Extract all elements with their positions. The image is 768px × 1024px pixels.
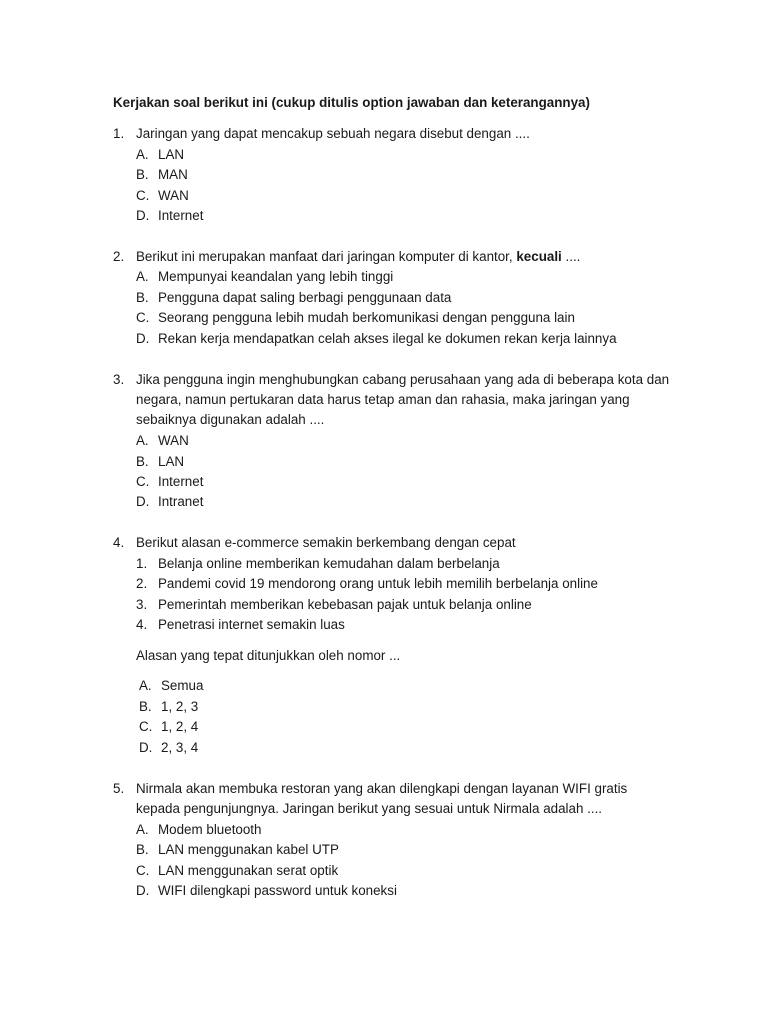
question-4-statement-2: Pandemi covid 19 mendorong orang untuk lebih memilih berbelanja online bbox=[158, 576, 598, 591]
question-4-text: Berikut alasan e-commerce semakin berkembang dengan cepat bbox=[136, 535, 516, 550]
question-2-text-after: .... bbox=[561, 249, 581, 264]
question-5-number: 5. bbox=[113, 781, 125, 796]
question-1-number: 1. bbox=[113, 126, 125, 141]
question-2-option-a: Mempunyai keandalan yang lebih tinggi bbox=[158, 269, 394, 284]
question-5-option-c: LAN menggunakan serat optik bbox=[158, 863, 339, 878]
question-2-option-d-letter: D. bbox=[136, 331, 150, 346]
question-4-option-b: 1, 2, 3 bbox=[161, 699, 199, 714]
question-4-option-a-letter: A. bbox=[139, 678, 152, 693]
question-1-text: Jaringan yang dapat mencakup sebuah negara disebut dengan .... bbox=[136, 126, 530, 141]
question-5-option-a: Modem bluetooth bbox=[158, 822, 262, 837]
question-4-statement-3-number: 3. bbox=[136, 597, 148, 612]
question-4-option-c: 1, 2, 4 bbox=[161, 719, 199, 734]
question-2-option-c-letter: C. bbox=[136, 310, 150, 325]
question-2-option-a-letter: A. bbox=[136, 269, 149, 284]
question-1-option-a: LAN bbox=[158, 147, 185, 162]
question-1-option-b-letter: B. bbox=[136, 167, 149, 182]
question-4-option-d: 2, 3, 4 bbox=[161, 740, 199, 755]
question-5-option-b-letter: B. bbox=[136, 842, 149, 857]
question-1-option-d-letter: D. bbox=[136, 208, 150, 223]
question-5-option-b: LAN menggunakan kabel UTP bbox=[158, 842, 339, 857]
question-1-option-c-letter: C. bbox=[136, 188, 150, 203]
question-4-option-a: Semua bbox=[161, 678, 204, 693]
instruction-heading: Kerjakan soal berikut ini (cukup ditulis option jawaban dan keterangannya) bbox=[113, 95, 590, 110]
question-3-option-a: WAN bbox=[158, 433, 189, 448]
question-4-statement-4-number: 4. bbox=[136, 617, 148, 632]
question-3-text-line-1: Jika pengguna ingin menghubungkan cabang perusahaan yang ada di beberapa kota dan bbox=[136, 372, 670, 387]
question-5-option-c-letter: C. bbox=[136, 863, 150, 878]
question-3-option-c-letter: C. bbox=[136, 474, 150, 489]
question-4-statement-1-number: 1. bbox=[136, 556, 148, 571]
question-3-option-b-letter: B. bbox=[136, 454, 149, 469]
question-1-option-b: MAN bbox=[158, 167, 188, 182]
question-4-statement-3: Pemerintah memberikan kebebasan pajak untuk belanja online bbox=[158, 597, 532, 612]
question-2-option-d: Rekan kerja mendapatkan celah akses ilegal ke dokumen rekan kerja lainnya bbox=[158, 331, 617, 346]
question-5-text-line-2: kepada pengunjungnya. Jaringan berikut yang sesuai untuk Nirmala adalah .... bbox=[136, 801, 603, 816]
question-5-option-d-letter: D. bbox=[136, 883, 150, 898]
question-1-option-d: Internet bbox=[158, 208, 204, 223]
question-4-option-d-letter: D. bbox=[139, 740, 153, 755]
question-3-option-b: LAN bbox=[158, 454, 185, 469]
question-3-option-d: Intranet bbox=[158, 494, 204, 509]
question-1-option-a-letter: A. bbox=[136, 147, 149, 162]
question-3-option-c: Internet bbox=[158, 474, 204, 489]
question-3-text-line-2: negara, namun pertukaran data harus tetap aman dan rahasia, maka jaringan yang bbox=[136, 392, 630, 407]
question-3-number: 3. bbox=[113, 372, 125, 387]
question-2-number: 2. bbox=[113, 249, 125, 264]
question-3-option-a-letter: A. bbox=[136, 433, 149, 448]
question-4-statement-1: Belanja online memberikan kemudahan dalam berbelanja bbox=[158, 556, 500, 571]
question-2-text bbox=[136, 248, 580, 266]
question-4-statement-4: Penetrasi internet semakin luas bbox=[158, 617, 345, 632]
question-3-text-line-3: sebaiknya digunakan adalah .... bbox=[136, 412, 325, 427]
question-1-option-c: WAN bbox=[158, 188, 189, 203]
question-2-option-b: Pengguna dapat saling berbagi penggunaan data bbox=[158, 290, 452, 305]
question-2-option-b-letter: B. bbox=[136, 290, 149, 305]
question-4-option-b-letter: B. bbox=[139, 699, 152, 714]
question-3-option-d-letter: D. bbox=[136, 494, 150, 509]
question-2-option-c: Seorang pengguna lebih mudah berkomunikasi dengan pengguna lain bbox=[158, 310, 575, 325]
question-4-prompt: Alasan yang tepat ditunjukkan oleh nomor ... bbox=[136, 648, 401, 663]
question-2-keyword: kecuali bbox=[516, 249, 562, 264]
question-4-option-c-letter: C. bbox=[139, 719, 153, 734]
question-5-option-a-letter: A. bbox=[136, 822, 149, 837]
question-2-text-before: Berikut ini merupakan manfaat dari jaringan komputer di kantor, bbox=[136, 249, 517, 264]
question-4-statement-2-number: 2. bbox=[136, 576, 148, 591]
question-5-text-line-1: Nirmala akan membuka restoran yang akan dilengkapi dengan layanan WIFI gratis bbox=[136, 781, 628, 796]
question-4-number: 4. bbox=[113, 535, 125, 550]
question-5-option-d: WIFI dilengkapi password untuk koneksi bbox=[158, 883, 397, 898]
